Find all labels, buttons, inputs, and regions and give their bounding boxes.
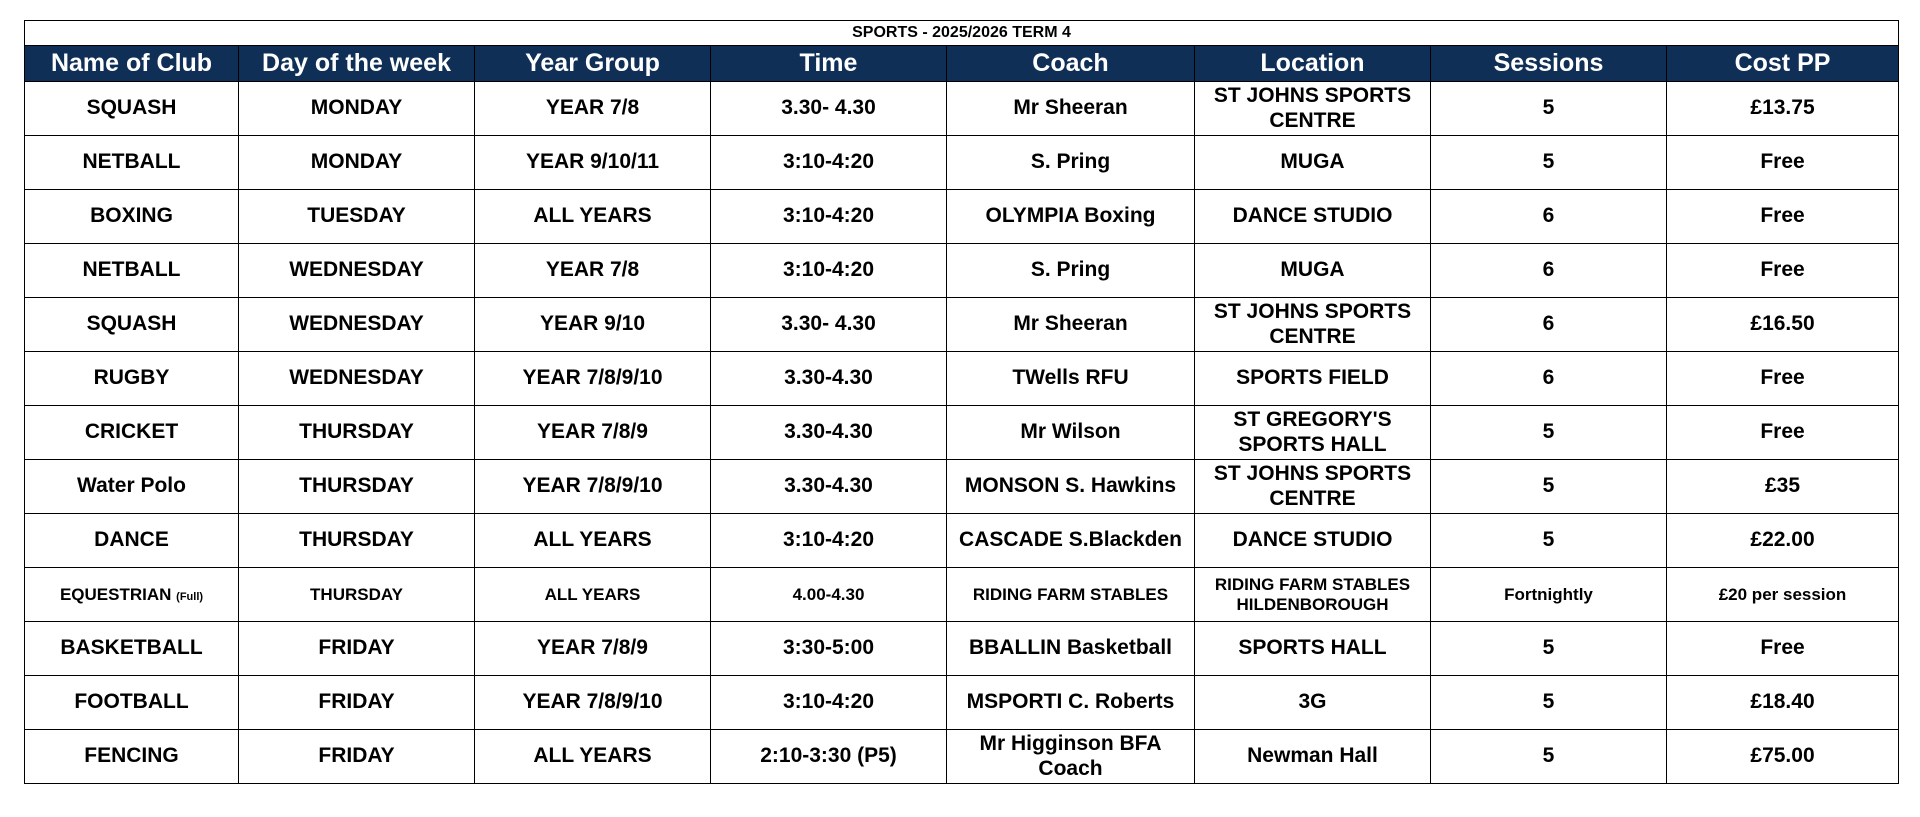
- table-row: [25, 514, 1899, 568]
- club-name: EQUESTRIAN: [59, 584, 172, 604]
- year-cell: ALL YEARS: [475, 568, 711, 622]
- club-name: SQUASH: [86, 96, 177, 120]
- year-cell: YEAR 7/8/9: [475, 622, 711, 676]
- club-name: FOOTBALL: [74, 690, 189, 714]
- club-cell: [25, 82, 239, 136]
- location-cell: ST JOHNS SPORTS CENTRE: [1195, 460, 1431, 514]
- cost-cell: £20 per session: [1667, 568, 1899, 622]
- time-cell: 3.30- 4.30: [711, 298, 947, 352]
- club-cell: [25, 514, 239, 568]
- year-cell: YEAR 7/8: [475, 82, 711, 136]
- coach-cell: Mr Sheeran: [947, 298, 1195, 352]
- time-cell: 3:10-4:20: [711, 244, 947, 298]
- table-row: [25, 298, 1899, 352]
- club-cell: [25, 622, 239, 676]
- table-row: [25, 244, 1899, 298]
- year-cell: ALL YEARS: [475, 730, 711, 784]
- location-cell: RIDING FARM STABLES HILDENBOROUGH: [1195, 568, 1431, 622]
- time-cell: 3:10-4:20: [711, 136, 947, 190]
- club-cell: [25, 190, 239, 244]
- sessions-cell: 5: [1431, 730, 1667, 784]
- club-cell: [25, 244, 239, 298]
- table-row: [25, 136, 1899, 190]
- time-cell: 3.30-4.30: [711, 460, 947, 514]
- year-cell: YEAR 7/8: [475, 244, 711, 298]
- table-row: [25, 568, 1899, 622]
- club-name: RUGBY: [93, 366, 170, 390]
- day-cell: THURSDAY: [239, 406, 475, 460]
- club-name: Water Polo: [77, 474, 186, 498]
- time-cell: 3:10-4:20: [711, 190, 947, 244]
- year-cell: YEAR 7/8/9/10: [475, 676, 711, 730]
- header-time: Time: [711, 46, 947, 82]
- year-cell: YEAR 7/8/9: [475, 406, 711, 460]
- coach-cell: OLYMPIA Boxing: [947, 190, 1195, 244]
- time-cell: 4.00-4.30: [711, 568, 947, 622]
- year-cell: YEAR 7/8/9/10: [475, 460, 711, 514]
- day-cell: THURSDAY: [239, 460, 475, 514]
- schedule-title: SPORTS - 2025/2026 TERM 4: [25, 21, 1899, 46]
- day-cell: TUESDAY: [239, 190, 475, 244]
- coach-cell: Mr Wilson: [947, 406, 1195, 460]
- cost-cell: £75.00: [1667, 730, 1899, 784]
- year-cell: ALL YEARS: [475, 514, 711, 568]
- club-name: FENCING: [84, 744, 179, 768]
- club-name: CRICKET: [84, 420, 179, 444]
- year-cell: YEAR 9/10/11: [475, 136, 711, 190]
- club-cell: [25, 568, 239, 622]
- sessions-cell: 6: [1431, 298, 1667, 352]
- cost-cell: £13.75: [1667, 82, 1899, 136]
- club-cell: [25, 460, 239, 514]
- coach-cell: MSPORTI C. Roberts: [947, 676, 1195, 730]
- table-row: [25, 730, 1899, 784]
- time-cell: 3:10-4:20: [711, 676, 947, 730]
- location-cell: ST GREGORY'S SPORTS HALL: [1195, 406, 1431, 460]
- time-cell: 3.30- 4.30: [711, 82, 947, 136]
- sessions-cell: 5: [1431, 622, 1667, 676]
- sessions-cell: 5: [1431, 676, 1667, 730]
- cost-cell: Free: [1667, 244, 1899, 298]
- cost-cell: Free: [1667, 190, 1899, 244]
- sessions-cell: 5: [1431, 514, 1667, 568]
- sessions-cell: 6: [1431, 244, 1667, 298]
- day-cell: WEDNESDAY: [239, 244, 475, 298]
- cost-cell: Free: [1667, 352, 1899, 406]
- coach-cell: S. Pring: [947, 136, 1195, 190]
- day-cell: WEDNESDAY: [239, 352, 475, 406]
- sessions-cell: 6: [1431, 352, 1667, 406]
- location-cell: DANCE STUDIO: [1195, 190, 1431, 244]
- time-cell: 3:10-4:20: [711, 514, 947, 568]
- location-cell: 3G: [1195, 676, 1431, 730]
- day-cell: THURSDAY: [239, 568, 475, 622]
- cost-cell: Free: [1667, 136, 1899, 190]
- day-cell: FRIDAY: [239, 622, 475, 676]
- coach-cell: Mr Sheeran: [947, 82, 1195, 136]
- year-cell: YEAR 9/10: [475, 298, 711, 352]
- location-cell: Newman Hall: [1195, 730, 1431, 784]
- table-row: [25, 460, 1899, 514]
- cost-cell: Free: [1667, 622, 1899, 676]
- header-sessions: Sessions: [1431, 46, 1667, 82]
- coach-cell: Mr Higginson BFA Coach: [947, 730, 1195, 784]
- cost-cell: £16.50: [1667, 298, 1899, 352]
- cost-cell: Free: [1667, 406, 1899, 460]
- club-cell: [25, 676, 239, 730]
- table-row: [25, 82, 1899, 136]
- time-cell: 3.30-4.30: [711, 352, 947, 406]
- club-cell: [25, 298, 239, 352]
- location-cell: DANCE STUDIO: [1195, 514, 1431, 568]
- club-cell: [25, 352, 239, 406]
- location-cell: ST JOHNS SPORTS CENTRE: [1195, 298, 1431, 352]
- club-name: DANCE: [94, 528, 169, 552]
- cost-cell: £22.00: [1667, 514, 1899, 568]
- table-row: [25, 676, 1899, 730]
- coach-cell: BBALLIN Basketball: [947, 622, 1195, 676]
- location-cell: ST JOHNS SPORTS CENTRE: [1195, 82, 1431, 136]
- coach-cell: TWells RFU: [947, 352, 1195, 406]
- day-cell: MONDAY: [239, 136, 475, 190]
- coach-cell: CASCADE S.Blackden: [947, 514, 1195, 568]
- sessions-cell: 5: [1431, 136, 1667, 190]
- cost-cell: £35: [1667, 460, 1899, 514]
- sessions-cell: 5: [1431, 406, 1667, 460]
- header-day-of-week: Day of the week: [239, 46, 475, 82]
- club-name: BASKETBALL: [60, 636, 203, 660]
- sessions-cell: 5: [1431, 460, 1667, 514]
- club-name: BOXING: [90, 204, 173, 228]
- day-cell: FRIDAY: [239, 676, 475, 730]
- club-cell: [25, 730, 239, 784]
- sports-schedule-table: [24, 20, 1899, 784]
- sessions-cell: 6: [1431, 190, 1667, 244]
- title-row: [25, 21, 1899, 46]
- day-cell: MONDAY: [239, 82, 475, 136]
- club-cell: [25, 406, 239, 460]
- day-cell: FRIDAY: [239, 730, 475, 784]
- coach-cell: RIDING FARM STABLES: [947, 568, 1195, 622]
- table-row: [25, 406, 1899, 460]
- schedule-body: [25, 82, 1899, 784]
- table-row: [25, 352, 1899, 406]
- table-row: [25, 190, 1899, 244]
- coach-cell: S. Pring: [947, 244, 1195, 298]
- location-cell: MUGA: [1195, 244, 1431, 298]
- header-coach: Coach: [947, 46, 1195, 82]
- day-cell: WEDNESDAY: [239, 298, 475, 352]
- club-name: NETBALL: [82, 150, 181, 174]
- cost-cell: £18.40: [1667, 676, 1899, 730]
- time-cell: 2:10-3:30 (P5): [711, 730, 947, 784]
- coach-cell: MONSON S. Hawkins: [947, 460, 1195, 514]
- time-cell: 3:30-5:00: [711, 622, 947, 676]
- club-name: SQUASH: [86, 312, 177, 336]
- club-cell: [25, 136, 239, 190]
- header-cost-pp: Cost PP: [1667, 46, 1899, 82]
- sessions-cell: Fortnightly: [1431, 568, 1667, 622]
- location-cell: SPORTS HALL: [1195, 622, 1431, 676]
- club-note: (Full): [176, 590, 204, 603]
- header-year-group: Year Group: [475, 46, 711, 82]
- table-row: [25, 622, 1899, 676]
- location-cell: SPORTS FIELD: [1195, 352, 1431, 406]
- year-cell: ALL YEARS: [475, 190, 711, 244]
- header-name-of-club: Name of Club: [25, 46, 239, 82]
- time-cell: 3.30-4.30: [711, 406, 947, 460]
- year-cell: YEAR 7/8/9/10: [475, 352, 711, 406]
- header-row: [25, 46, 1899, 82]
- club-name: NETBALL: [82, 258, 181, 282]
- header-location: Location: [1195, 46, 1431, 82]
- sessions-cell: 5: [1431, 82, 1667, 136]
- day-cell: THURSDAY: [239, 514, 475, 568]
- location-cell: MUGA: [1195, 136, 1431, 190]
